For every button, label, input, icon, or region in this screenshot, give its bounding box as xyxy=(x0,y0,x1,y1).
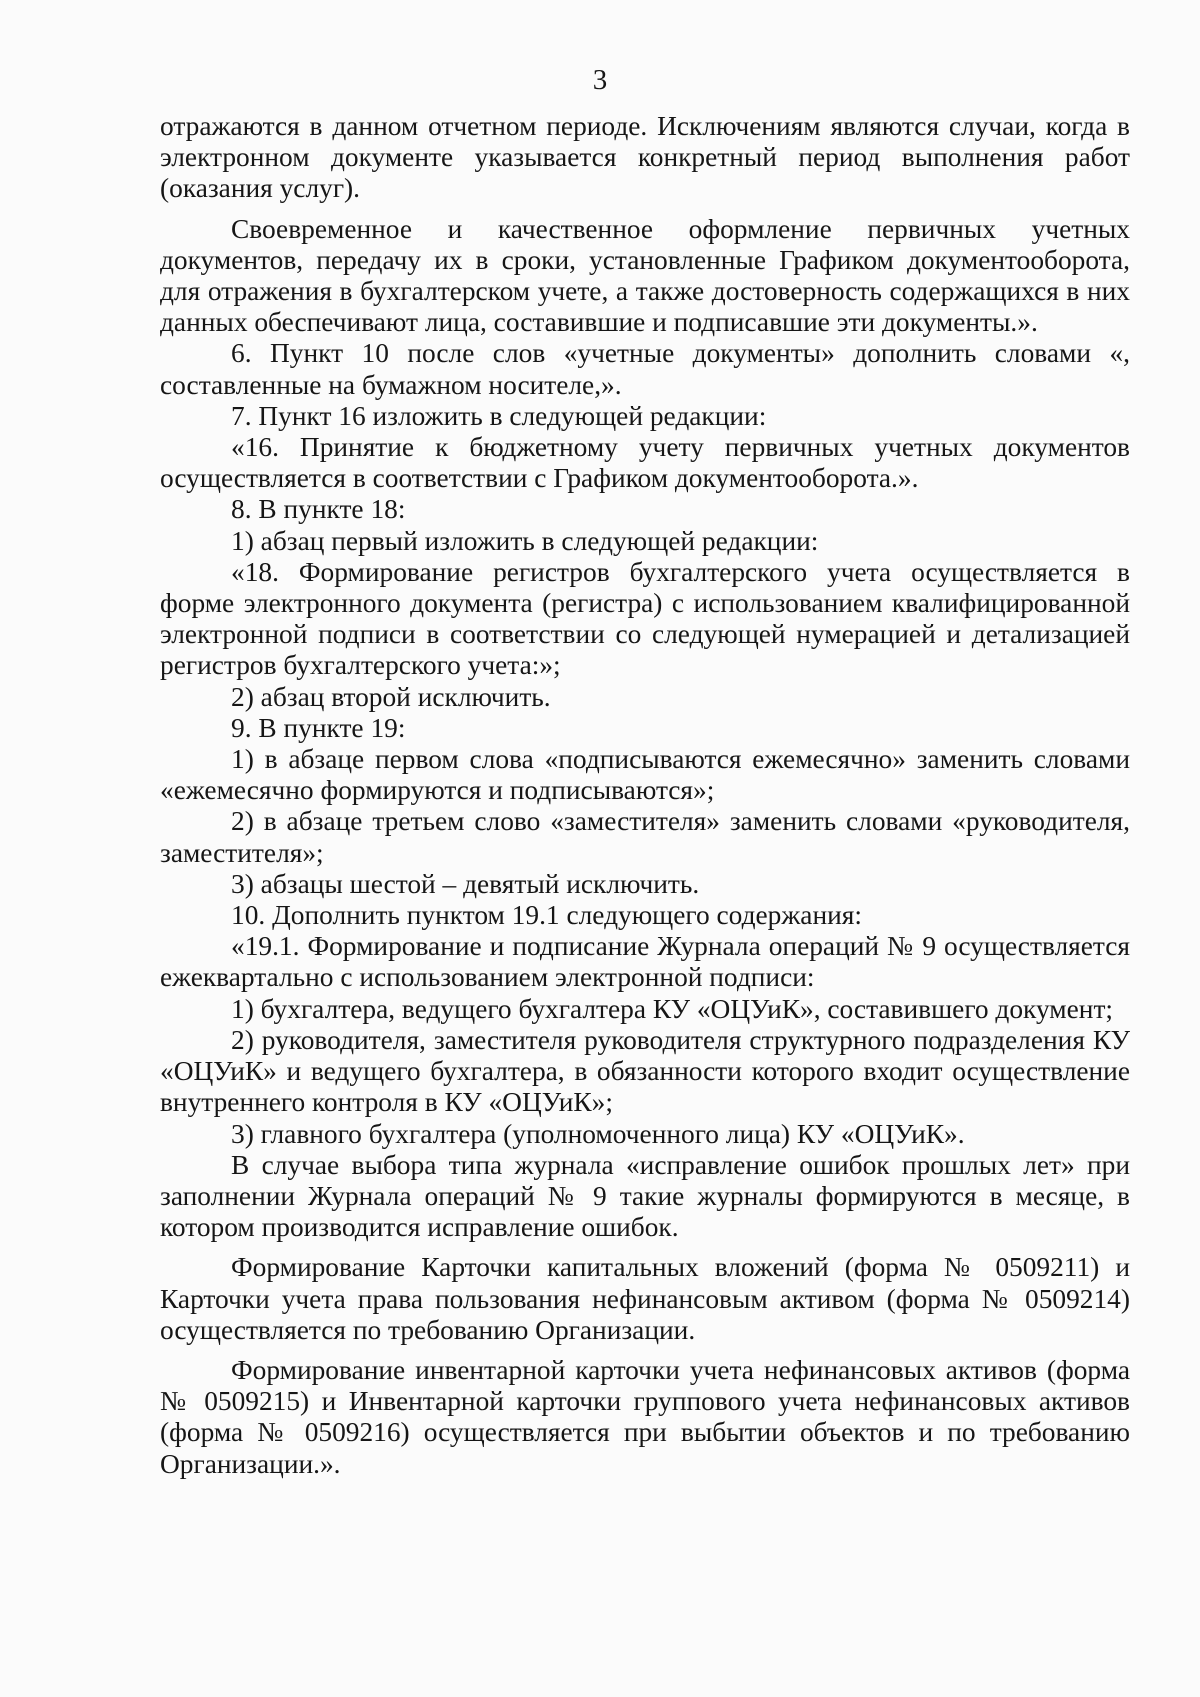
paragraph: Формирование Карточки капитальных вложений (форма № 0509211) и Карточки учета права пользования нефинансовым активом (форма № 0509214) осуществляется по требованию Организации. xyxy=(160,1252,1130,1345)
paragraph: 9. В пункте 19: xyxy=(231,712,406,743)
paragraph: 2) в абзаце третьем слово «заместителя» заменить словами «руководителя, заместителя»; xyxy=(160,806,1130,868)
paragraph: Формирование инвентарной карточки учета нефинансовых активов (форма № 0509215) и Инвентарной карточки группового учета нефинансовых активов (форма № 0509216) осуществляется при выбытии объектов и по требованию Организации.». xyxy=(160,1354,1130,1479)
document-body xyxy=(160,111,1130,1480)
paragraph: 1) абзац первый изложить в следующей редакции: xyxy=(231,525,819,556)
paragraph: 1) бухгалтера, ведущего бухгалтера КУ «ОЦУиК», составившего документ; xyxy=(231,993,1114,1024)
paragraph: «18. Формирование регистров бухгалтерского учета осуществляется в форме электронного документа (регистра) с использованием квалифицированной электронной подписи в соответствии со следующей нумерацией и детализацией регистров бухгалтерского учета:»; xyxy=(160,556,1130,681)
paragraph: отражаются в данном отчетном периоде. Исключениям являются случаи, когда в электронном документе указывается конкретный период выполнения работ (оказания услуг). xyxy=(160,111,1130,204)
paragraph: 8. В пункте 18: xyxy=(231,494,406,525)
paragraph: «16. Принятие к бюджетному учету первичных учетных документов осуществляется в соответствии с Графиком документооборота.». xyxy=(160,432,1130,494)
paragraph: 3) главного бухгалтера (уполномоченного лица) КУ «ОЦУиК». xyxy=(231,1118,965,1149)
paragraph: «19.1. Формирование и подписание Журнала операций № 9 осуществляется ежеквартально с использованием электронной подписи: xyxy=(160,931,1130,993)
paragraph: 3) абзацы шестой – девятый исключить. xyxy=(231,868,700,899)
paragraph: Своевременное и качественное оформление первичных учетных документов, передачу их в сроки, установленные Графиком документооборота, для отражения в бухгалтерском учете, а также достоверность содержащихся в них данных обеспечивают лица, составившие и подписавшие эти документы.». xyxy=(160,213,1130,338)
paragraph: 2) абзац второй исключить. xyxy=(231,681,551,712)
page-number: 3 xyxy=(592,64,608,96)
paragraph: 2) руководителя, заместителя руководителя структурного подразделения КУ «ОЦУиК» и ведущего бухгалтера, в обязанности которого входит осуществление внутреннего контроля в КУ «ОЦУиК»; xyxy=(160,1024,1130,1118)
paragraph: 6. Пункт 10 после слов «учетные документы» дополнить словами «, составленные на бумажном носителе,». xyxy=(160,338,1130,400)
paragraph: 7. Пункт 16 изложить в следующей редакции: xyxy=(231,400,767,431)
paragraph: 10. Дополнить пунктом 19.1 следующего содержания: xyxy=(231,900,862,931)
paragraph: 1) в абзаце первом слова «подписываются ежемесячно» заменить словами «ежемесячно формируются и подписываются»; xyxy=(160,744,1130,806)
paragraph: В случае выбора типа журнала «исправление ошибок прошлых лет» при заполнении Журнала операций № 9 такие журналы формируются в месяце, в котором производится исправление ошибок. xyxy=(160,1149,1130,1243)
